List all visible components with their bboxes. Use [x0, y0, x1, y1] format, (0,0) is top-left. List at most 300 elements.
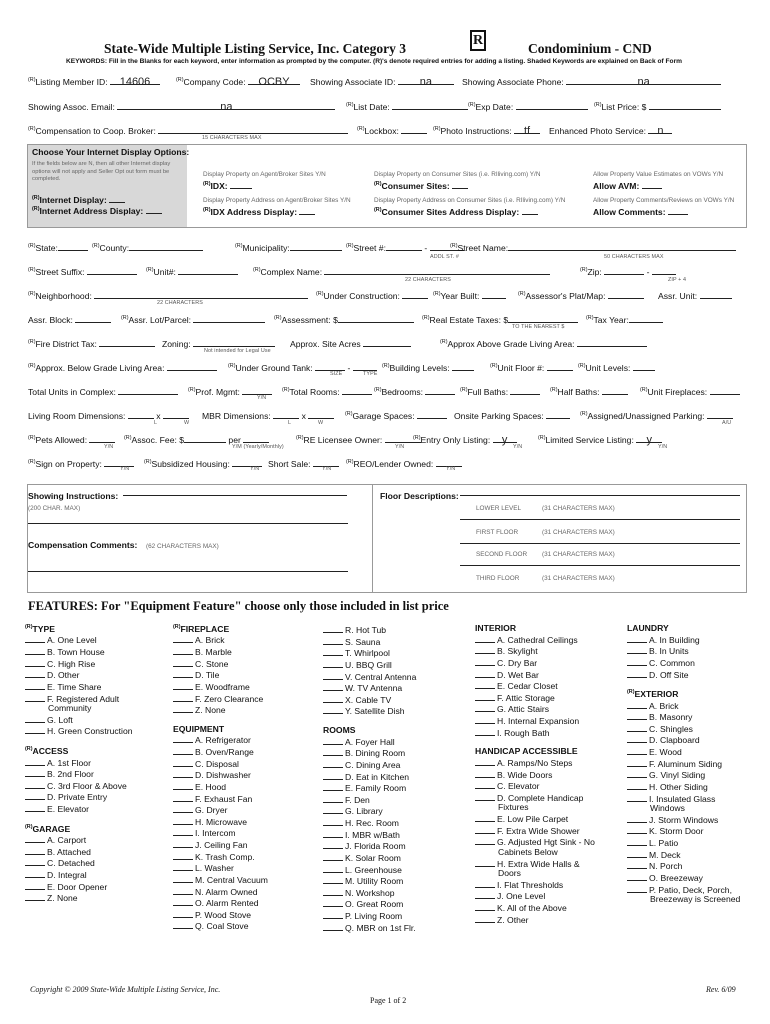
entry-only-row: $^{(R)}$Entry Only Listing: y — [413, 434, 517, 446]
feature-blank[interactable] — [25, 658, 45, 667]
idx-address-row: $^{(R)}$IDX Address Display: — [203, 206, 315, 218]
feature-blank[interactable] — [475, 890, 495, 899]
showing-instructions-label: Showing Instructions: — [28, 491, 119, 501]
feature-blank[interactable] — [173, 793, 193, 802]
comp-comments-label: Compensation Comments: — [28, 540, 138, 550]
feature-blank[interactable] — [627, 825, 647, 834]
street-suffix-row: $^{(R)}$Street Suffix: — [28, 266, 137, 278]
floor-line-1[interactable] — [460, 495, 740, 496]
feature-blank[interactable] — [323, 736, 343, 745]
consumer-address-row: $^{(R)}$Consumer Sites Address Display: — [374, 206, 538, 218]
form-category: Condominium - CND — [528, 41, 652, 56]
feature-blank[interactable] — [627, 872, 647, 881]
feature-item: O. Alarm Rented — [173, 897, 268, 909]
feature-blank[interactable] — [475, 657, 495, 666]
lr-l: L — [154, 420, 158, 426]
feature-item: G. Attic Stairs — [475, 703, 595, 715]
feature-blank[interactable] — [173, 827, 193, 836]
fire-district-row: $^{(R)}$Fire District Tax: — [28, 338, 155, 350]
feature-blank[interactable] — [25, 669, 45, 678]
showing-assoc-email-row: Showing Assoc. Email: na — [28, 101, 335, 113]
feature-blank[interactable] — [323, 694, 343, 703]
avm-note: Allow Property Value Estimates on VOWs Y/N — [593, 171, 724, 178]
feature-item: P. Living Room — [323, 910, 416, 922]
feature-blank[interactable] — [323, 794, 343, 803]
third-floor-label: THIRD FLOOR — [476, 575, 520, 582]
feature-item-continuation: Windows — [650, 803, 685, 814]
subsidized-row: $^{(R)}$Subsidized Housing: — [144, 458, 262, 470]
feature-blank[interactable] — [25, 681, 45, 690]
feature-blank[interactable] — [323, 759, 343, 768]
feature-blank[interactable] — [323, 875, 343, 884]
feature-blank[interactable] — [323, 864, 343, 873]
au-hint: A/U — [722, 420, 732, 426]
feature-item: N. Alarm Owned — [173, 886, 268, 898]
zoning-row: Zoning: — [162, 338, 275, 350]
legal-hint: Not intended for Legal Use — [204, 348, 271, 354]
neighborhood-hint: 22 CHARACTERS — [157, 300, 203, 306]
feature-item: J. Storm Windows — [627, 814, 740, 826]
feature-blank[interactable] — [323, 647, 343, 656]
real-estate-taxes-row: $^{(R)}$Real Estate Taxes: $ — [422, 314, 578, 326]
feature-item: E. Hood — [173, 781, 268, 793]
prof-mgmt-row: $^{(R)}$Prof. Mgmt: — [188, 386, 272, 398]
feature-blank[interactable] — [475, 836, 495, 845]
feature-item: B. In Units — [627, 645, 740, 657]
sixty-two-hint: (62 CHARACTERS MAX) — [146, 543, 219, 550]
feature-item: N. Workshop — [323, 887, 416, 899]
feature-blank[interactable] — [323, 782, 343, 791]
feature-blank[interactable] — [627, 669, 647, 678]
type-hint: TYPE — [363, 371, 378, 377]
feature-section-heading: $^{(R)}$GARAGE — [25, 823, 71, 834]
feature-item: G. Dryer — [173, 804, 268, 816]
assessor-plat-row: $^{(R)}$Assessor's Plat/Map: — [518, 290, 644, 302]
assr-lot-row: $^{(R)}$Assr. Lot/Parcel: — [121, 314, 265, 326]
feature-blank[interactable] — [475, 902, 495, 911]
features-col-2 — [173, 624, 268, 932]
feature-item: C. Disposal — [173, 758, 268, 770]
showing-box — [27, 484, 747, 593]
feature-item: G. Adjusted Hgt Sink - No — [475, 836, 595, 848]
form-title: State-Wide Multiple Listing Service, Inc. Category 3 — [104, 41, 406, 56]
feature-item: M. Deck — [627, 849, 740, 861]
feature-blank[interactable] — [323, 636, 343, 645]
listing-member-id-value: 14606 — [119, 76, 151, 88]
half-baths-row: $^{(R)}$Half Baths: — [550, 386, 628, 398]
features-col-4 — [475, 624, 595, 925]
feature-blank[interactable] — [475, 825, 495, 834]
limited-yn: Y/N — [658, 444, 668, 450]
feature-item: D. Eat in Kitchen — [323, 771, 416, 783]
feature-blank[interactable] — [627, 769, 647, 778]
feature-item: A. 1st Floor — [25, 757, 133, 769]
idx-row: $^{(R)}$IDX: — [203, 180, 252, 192]
entry-yn: Y/N — [513, 444, 523, 450]
feature-blank[interactable] — [627, 781, 647, 790]
living-room-dims-row: Living Room Dimensions: x — [28, 410, 189, 422]
feature-blank[interactable] — [173, 851, 193, 860]
feature-blank[interactable] — [627, 645, 647, 654]
mbr-l: L — [288, 420, 292, 426]
feature-item: J. Ceiling Fan — [173, 839, 268, 851]
feature-item: C. High Rise — [25, 658, 133, 670]
feature-blank[interactable] — [627, 793, 647, 802]
feature-blank[interactable] — [475, 645, 495, 654]
approx-above-grade-row: $^{(R)}$Approx Above Grade Living Area: — [440, 338, 647, 350]
feature-blank[interactable] — [475, 692, 495, 701]
approx-site-acres-row: Approx. Site Acres — [290, 338, 411, 350]
floor-descriptions-label: Floor Descriptions: — [380, 491, 459, 501]
feature-blank[interactable] — [323, 852, 343, 861]
zip4-hint: ZIP + 4 — [668, 277, 687, 283]
feature-blank[interactable] — [323, 805, 343, 814]
allow-avm-row: Allow AVM: — [593, 180, 662, 192]
feature-blank[interactable] — [627, 700, 647, 709]
feature-blank[interactable] — [323, 910, 343, 919]
feature-blank[interactable] — [173, 758, 193, 767]
feature-blank[interactable] — [25, 803, 45, 812]
feature-blank[interactable] — [475, 879, 495, 888]
feature-item: F. Attic Storage — [475, 692, 595, 704]
comp-coop-row: $^{(R)}$Compensation to Coop. Broker: — [28, 125, 348, 137]
feature-item: I. Intercom — [173, 827, 268, 839]
feature-blank[interactable] — [25, 714, 45, 723]
subsidized-yn: Y/N — [250, 466, 260, 472]
features-col-1 — [25, 624, 133, 904]
feature-item: A. Brick — [173, 634, 268, 646]
feature-blank[interactable] — [475, 715, 495, 724]
feature-blank[interactable] — [475, 727, 495, 736]
feature-item: D. Tile — [173, 669, 268, 681]
feature-blank[interactable] — [627, 723, 647, 732]
consumer-sites-row: $^{(R)}$Consumer Sites: — [374, 180, 468, 192]
internet-options-header: Choose Your Internet Display Options: — [32, 147, 190, 157]
feature-blank[interactable] — [173, 781, 193, 790]
unit-floor-row: $^{(R)}$Unit Floor #: — [490, 362, 573, 374]
feature-blank[interactable] — [475, 813, 495, 822]
feature-blank[interactable] — [173, 920, 193, 929]
feature-item: A. One Level — [25, 634, 133, 646]
feature-blank[interactable] — [173, 874, 193, 883]
feature-blank[interactable] — [173, 839, 193, 848]
listing-member-id-row: $^{(R)}$Listing Member ID: 14606 — [28, 76, 160, 88]
feature-blank[interactable] — [475, 769, 495, 778]
feature-item: K. Storm Door — [627, 825, 740, 837]
unit-number-row: $^{(R)}$Unit#: — [146, 266, 238, 278]
feature-item: X. Cable TV — [323, 694, 416, 706]
internet-intro: If the fields below are N, then all other Internet display options will not apply and Seller Opt out form must be completed. — [32, 161, 171, 183]
feature-item: C. Detached — [25, 857, 133, 869]
feature-item: M. Central Vacuum — [173, 874, 268, 886]
pets-allowed-row: $^{(R)}$Pets Allowed: — [28, 434, 115, 446]
feature-item: H. Extra Wide Halls & — [475, 858, 595, 870]
limited-service-value: y — [646, 434, 652, 446]
feature-blank[interactable] — [173, 704, 193, 713]
feature-item: T. Whirlpool — [323, 647, 416, 659]
feature-item: I. Rough Bath — [475, 727, 595, 739]
feature-blank[interactable] — [25, 892, 45, 901]
feature-blank[interactable] — [173, 746, 193, 755]
feature-blank[interactable] — [173, 897, 193, 906]
feature-blank[interactable] — [323, 705, 343, 714]
total-units-row: Total Units in Complex: — [28, 386, 178, 398]
feature-blank[interactable] — [173, 681, 193, 690]
short-sale-row: Short Sale: — [268, 458, 339, 470]
feature-item: E. Door Opener — [25, 881, 133, 893]
feature-item: O. Breezeway — [627, 872, 740, 884]
feature-item: E. Elevator — [25, 803, 133, 815]
feature-blank[interactable] — [25, 646, 45, 655]
company-code-row: $^{(R)}$Company Code: OCBY — [176, 76, 300, 88]
feature-blank[interactable] — [323, 887, 343, 896]
enhanced-photo-value: n — [657, 125, 664, 137]
feature-blank[interactable] — [323, 829, 343, 838]
feature-item: P. Wood Stove — [173, 909, 268, 921]
short-sale-yn: Y/N — [322, 466, 332, 472]
feature-blank[interactable] — [475, 680, 495, 689]
first-floor-label: FIRST FLOOR — [476, 529, 519, 536]
state-row: $^{(R)}$State: — [28, 242, 88, 254]
feature-item: B. Wide Doors — [475, 769, 595, 781]
feature-item: M. Utility Room — [323, 875, 416, 887]
floor-line-4[interactable] — [460, 565, 740, 566]
feature-section-heading: ROOMS — [323, 725, 356, 735]
lr-w: W — [184, 420, 190, 426]
feature-blank[interactable] — [323, 659, 343, 668]
mbr-dims-row: MBR Dimensions: x — [202, 410, 334, 422]
feature-blank[interactable] — [323, 624, 343, 633]
feature-blank[interactable] — [475, 792, 495, 801]
feature-item: E. Low Pile Carpet — [475, 813, 595, 825]
feature-blank[interactable] — [173, 862, 193, 871]
keywords-note: KEYWORDS: Fill in the Blanks for each keyword, enter information as prompted by the computer. (R)'s denote required entries for adding a listing. Shaded Keywords are explained on Back of Form — [66, 58, 682, 65]
feature-blank[interactable] — [627, 758, 647, 767]
feature-blank[interactable] — [627, 849, 647, 858]
feature-item: A. Carport — [25, 834, 133, 846]
feature-blank[interactable] — [323, 682, 343, 691]
feature-item: J. One Level — [475, 890, 595, 902]
feature-blank[interactable] — [25, 857, 45, 866]
feature-blank[interactable] — [25, 757, 45, 766]
list-price-row: $^{(R)}$List Price: $ — [594, 101, 721, 113]
feature-item: A. Brick — [627, 700, 740, 712]
garage-spaces-row: $^{(R)}$Garage Spaces: — [345, 410, 447, 422]
size-hint: SIZE — [330, 371, 343, 377]
photo-instr-row: $^{(R)}$Photo Instructions: tf — [433, 125, 540, 137]
feature-item-continuation: Community — [48, 703, 92, 714]
feature-blank[interactable] — [173, 693, 193, 702]
re-licensee-row: $^{(R)}$RE Licensee Owner: — [296, 434, 421, 446]
feature-blank[interactable] — [25, 881, 45, 890]
feature-blank[interactable] — [25, 768, 45, 777]
lower-level-label: LOWER LEVEL — [476, 505, 522, 512]
agent-sites-note: Display Property on Agent/Broker Sites Y/N — [203, 171, 326, 178]
feature-item: I. Flat Thresholds — [475, 879, 595, 891]
feature-item-continuation: Fixtures — [498, 802, 529, 813]
feature-blank[interactable] — [173, 909, 193, 918]
feature-item-continuation: Breezeway is Screened — [650, 894, 741, 905]
feature-blank[interactable] — [173, 886, 193, 895]
feature-blank[interactable] — [323, 747, 343, 756]
floor-line-2[interactable] — [460, 519, 740, 520]
unit-fireplaces-row: $^{(R)}$Unit Fireplaces: — [640, 386, 740, 398]
feature-blank[interactable] — [475, 634, 495, 643]
feature-blank[interactable] — [173, 769, 193, 778]
feature-item: B. Oven/Range — [173, 746, 268, 758]
feature-blank[interactable] — [25, 725, 45, 734]
assigned-parking-row: $^{(R)}$Assigned/Unassigned Parking: — [580, 410, 733, 422]
feature-section-heading: $^{(R)}$TYPE — [25, 623, 55, 634]
feature-blank[interactable] — [173, 658, 193, 667]
feature-blank[interactable] — [627, 634, 647, 643]
feature-item: A. Ramps/No Steps — [475, 757, 595, 769]
feature-item: I. Insulated Glass — [627, 793, 740, 805]
feature-item: K. All of the Above — [475, 902, 595, 914]
feature-blank[interactable] — [25, 791, 45, 800]
comments-note: Allow Property Comments/Reviews on VOWs Y/N — [593, 197, 735, 204]
feature-blank[interactable] — [475, 703, 495, 712]
feature-item: A. Refrigerator — [173, 734, 268, 746]
features-col-5 — [627, 624, 740, 905]
feature-item: Q. MBR on 1st Flr. — [323, 922, 416, 934]
photo-instr-value: tf — [524, 125, 531, 137]
feature-item: F. Den — [323, 794, 416, 806]
feature-item: N. Porch — [627, 860, 740, 872]
feature-blank[interactable] — [627, 837, 647, 846]
feature-blank[interactable] — [627, 746, 647, 755]
feature-item: C. Stone — [173, 658, 268, 670]
feature-blank[interactable] — [627, 860, 647, 869]
feature-blank[interactable] — [173, 816, 193, 825]
limited-service-row: $^{(R)}$Limited Service Listing: y — [538, 434, 662, 446]
assr-block-row: Assr. Block: — [28, 314, 111, 326]
feature-item: U. BBQ Grill — [323, 659, 416, 671]
feature-blank[interactable] — [323, 922, 343, 931]
internet-options-box — [27, 144, 747, 228]
feature-item: B. 2nd Floor — [25, 768, 133, 780]
pets-yn: Y/N — [104, 444, 114, 450]
feature-item: E. Wood — [627, 746, 740, 758]
feature-item: E. Time Share — [25, 681, 133, 693]
third-floor-hint: (31 CHARACTERS MAX) — [542, 575, 615, 582]
feature-blank[interactable] — [25, 869, 45, 878]
feature-blank[interactable] — [627, 657, 647, 666]
feature-item-continuation: Cabinets Below — [498, 846, 558, 857]
showing-instructions-line-2[interactable] — [28, 523, 348, 524]
feature-item-continuation: Doors — [498, 868, 521, 879]
showing-assoc-id-row: Showing Associate ID: na — [310, 76, 454, 88]
enhanced-photo-row: Enhanced Photo Service: n — [549, 125, 672, 137]
feature-item: D. Other — [25, 669, 133, 681]
feature-blank[interactable] — [25, 834, 45, 843]
comp-comments-line[interactable] — [28, 571, 348, 572]
feature-blank[interactable] — [323, 817, 343, 826]
feature-item: D. Private Entry — [25, 791, 133, 803]
feature-item: V. Central Antenna — [323, 671, 416, 683]
feature-blank[interactable] — [173, 634, 193, 643]
feature-item: B. Skylight — [475, 645, 595, 657]
feature-blank[interactable] — [323, 671, 343, 680]
licensee-yn: Y/N — [395, 444, 405, 450]
feature-blank[interactable] — [173, 734, 193, 743]
realtor-logo-icon: R — [470, 30, 486, 51]
sign-row: $^{(R)}$Sign on Property: — [28, 458, 134, 470]
feature-blank[interactable] — [475, 780, 495, 789]
feature-item: D. Clapboard — [627, 734, 740, 746]
feature-blank[interactable] — [25, 780, 45, 789]
feature-blank[interactable] — [475, 914, 495, 923]
feature-item: B. Town House — [25, 646, 133, 658]
feature-blank[interactable] — [323, 898, 343, 907]
feature-item: Y. Satellite Dish — [323, 705, 416, 717]
feature-blank[interactable] — [173, 804, 193, 813]
feature-item: A. In Building — [627, 634, 740, 646]
prof-mgmt-yn: Y/N — [257, 395, 267, 401]
feature-item: E. Family Room — [323, 782, 416, 794]
feature-blank[interactable] — [323, 840, 343, 849]
feature-item: H. Rec. Room — [323, 817, 416, 829]
feature-blank[interactable] — [475, 757, 495, 766]
showing-assoc-email-value: na — [220, 101, 233, 113]
feature-blank[interactable] — [627, 711, 647, 720]
consumer-note: Display Property on Consumer Sites (i.e. RIliving.com) Y/N — [374, 171, 541, 178]
showing-instructions-line[interactable] — [123, 495, 347, 496]
building-levels-row: $^{(R)}$Building Levels: — [382, 362, 474, 374]
feature-section-heading: EQUIPMENT — [173, 723, 225, 734]
reo-yn: Y/N — [446, 466, 456, 472]
feature-blank[interactable] — [475, 858, 495, 867]
feature-blank[interactable] — [25, 634, 45, 643]
feature-blank[interactable] — [475, 669, 495, 678]
feature-item: Z. None — [173, 704, 268, 716]
feature-item: L. Greenhouse — [323, 864, 416, 876]
feature-item: C. Elevator — [475, 780, 595, 792]
feature-item: K. Trash Comp. — [173, 851, 268, 863]
feature-blank[interactable] — [173, 646, 193, 655]
feature-blank[interactable] — [25, 693, 45, 702]
feature-item: W. TV Antenna — [323, 682, 416, 694]
full-baths-row: $^{(R)}$Full Baths: — [460, 386, 540, 398]
internet-address-display-row: $^{(R)}$Internet Address Display: — [32, 205, 162, 217]
feature-blank[interactable] — [25, 846, 45, 855]
showing-assoc-phone-row: Showing Associate Phone: na — [462, 76, 721, 88]
feature-item: B. Attached — [25, 846, 133, 858]
assr-unit-row: Assr. Unit: — [658, 290, 732, 302]
lower-level-hint: (31 CHARACTERS MAX) — [542, 505, 615, 512]
feature-item: I. MBR w/Bath — [323, 829, 416, 841]
municipality-row: $^{(R)}$Municipality: — [235, 242, 342, 254]
total-rooms-row: $^{(R)}$Total Rooms: — [282, 386, 372, 398]
feature-item: D. Dishwasher — [173, 769, 268, 781]
feature-blank[interactable] — [627, 734, 647, 743]
feature-item: Z. Other — [475, 914, 595, 926]
feature-blank[interactable] — [627, 814, 647, 823]
exp-date-row: $^{(R)}$Exp Date: — [468, 101, 588, 113]
feature-item: E. Cedar Closet — [475, 680, 595, 692]
feature-blank[interactable] — [173, 669, 193, 678]
second-floor-label: SECOND FLOOR — [476, 551, 528, 558]
feature-blank[interactable] — [323, 771, 343, 780]
ym-hint: Y/M (Yearly/Monthly) — [232, 444, 284, 450]
floor-line-3[interactable] — [460, 543, 740, 544]
feature-item: S. Sauna — [323, 636, 416, 648]
assoc-fee-row: $^{(R)}$Assoc. Fee: $ per — [124, 434, 269, 446]
county-row: $^{(R)}$County: — [92, 242, 203, 254]
onsite-parking-row: Onsite Parking Spaces: — [454, 410, 570, 422]
feature-blank[interactable] — [627, 884, 647, 893]
copyright: Copyright © 2009 State-Wide Multiple Listing Service, Inc. — [30, 985, 221, 994]
